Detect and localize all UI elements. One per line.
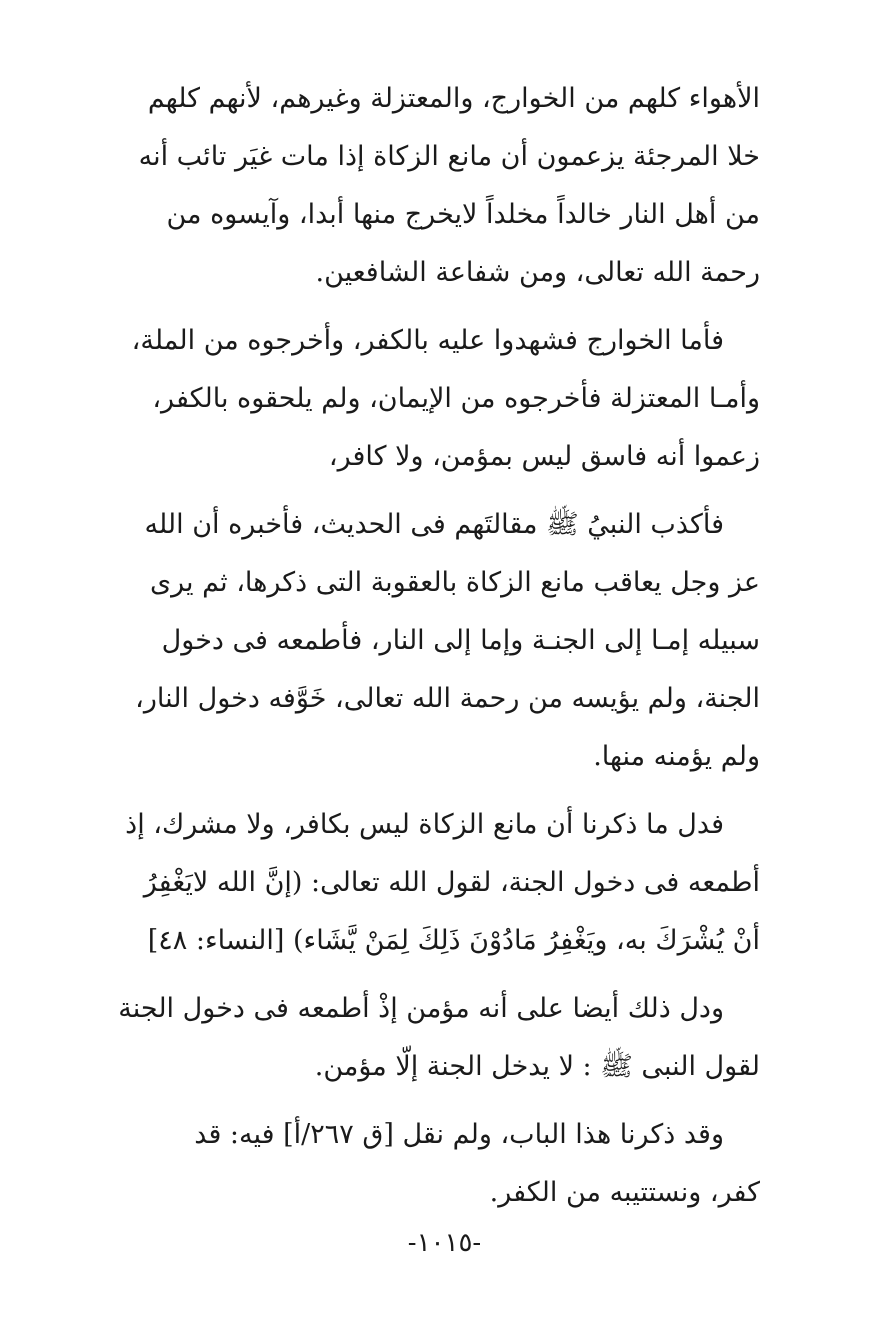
- text-line: أطمعه فى دخول الجنة، لقول الله تعالى: (إنَّ الله لايَغْفِرُ: [143, 867, 760, 898]
- paragraph-3: [100, 496, 760, 786]
- text-line: كفر، ونستتيبه من الكفر.: [489, 1177, 760, 1208]
- page-body: [100, 70, 760, 1232]
- paragraph-2: [100, 312, 760, 486]
- text-line: ودل ذلك أيضا على أنه مؤمن إذْ أطمعه فى دخول الجنة: [118, 993, 724, 1024]
- text-line: عز وجل يعاقب مانع الزكاة بالعقوبة التى ذكرها، ثم يرى: [150, 567, 760, 598]
- text-line: فدل ما ذكرنا أن مانع الزكاة ليس بكافر، ولا مشرك، إذ: [125, 809, 724, 840]
- text-line: سبيله إمـا إلى الجنـة وإما إلى النار، فأطمعه فى دخول: [161, 625, 760, 656]
- text-line: زعموا أنه فاسق ليس بمؤمن، ولا كافر،: [328, 441, 760, 472]
- hadith-line: لقول النبى ﷺ : لا يدخل الجنة إلّا مؤمن.: [314, 1051, 760, 1082]
- text-line: وأمـا المعتزلة فأخرجوه من الإيمان، ولم يلحقوه بالكفر،: [152, 383, 760, 414]
- text-line: الأهواء كلهم من الخوارج، والمعتزلة وغيرهم، لأنهم كلهم: [147, 83, 760, 114]
- text-line: ولم يؤمنه منها.: [593, 741, 760, 772]
- paragraph-5: [100, 980, 760, 1096]
- text-line: خلا المرجئة يزعمون أن مانع الزكاة إذا مات غيَر تائب أنه: [138, 141, 760, 172]
- text-line: فأما الخوارج فشهدوا عليه بالكفر، وأخرجوه من الملة،: [131, 325, 724, 356]
- text-line: رحمة الله تعالى، ومن شفاعة الشافعين.: [315, 257, 760, 288]
- paragraph-6: [100, 1106, 760, 1222]
- text-line: وقد ذكرنا هذا الباب، ولم نقل [ق ٢٦٧/أ] فيه: قد: [194, 1119, 724, 1150]
- paragraph-1: [100, 70, 760, 302]
- text-line: فأكذب النبيُ ﷺ مقالتَهم فى الحديث، فأخبره أن الله: [144, 509, 724, 540]
- page-number: -١٠١٥-: [407, 1228, 482, 1258]
- text-line: من أهل النار خالداً مخلداً لايخرج منها أبدا، وآيسوه من: [166, 199, 760, 230]
- quran-verse-line: أنْ يُشْرَكَ به، ويَغْفِرُ مَادُوْنَ ذَلِكَ لِمَنْ يَّشَاء) [النساء: ٤٨]: [147, 925, 760, 956]
- paragraph-4: [100, 796, 760, 970]
- text-line: الجنة، ولم يؤيسه من رحمة الله تعالى، خَوَّفه دخول النار،: [135, 683, 760, 714]
